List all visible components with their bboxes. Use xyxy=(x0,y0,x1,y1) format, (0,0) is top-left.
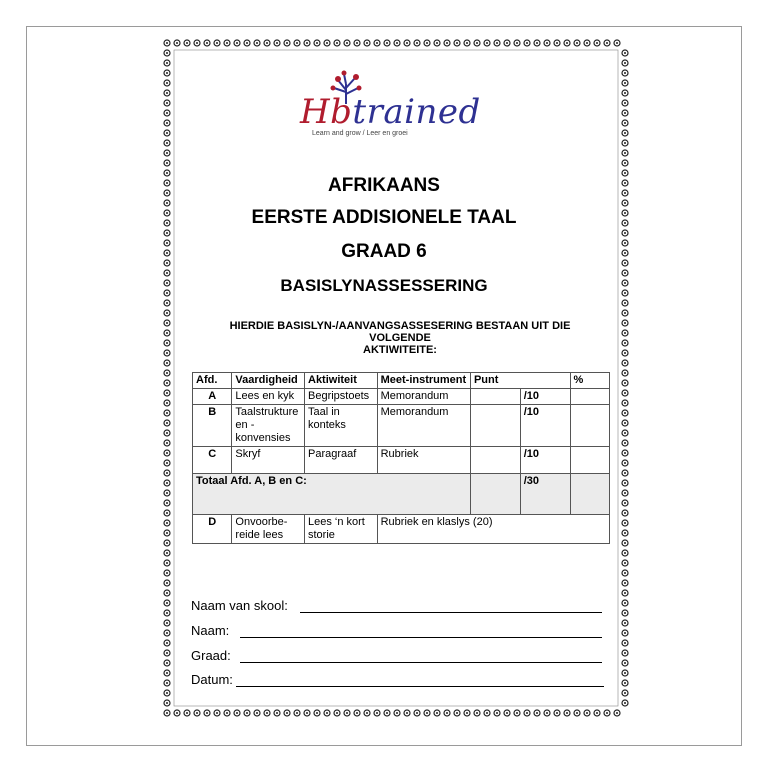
border-ornament xyxy=(484,710,490,716)
border-ornament xyxy=(622,330,628,336)
border-ornament xyxy=(622,460,628,466)
border-ornament xyxy=(164,90,170,96)
border-ornament xyxy=(494,40,500,46)
border-ornament xyxy=(614,40,620,46)
total-row xyxy=(193,474,610,515)
border-ornament xyxy=(164,670,170,676)
border-ornament xyxy=(164,490,170,496)
border-ornament xyxy=(174,710,180,716)
border-ornament xyxy=(622,190,628,196)
logo-tagline: Learn and grow / Leer en groei xyxy=(312,130,408,137)
border-ornament xyxy=(622,520,628,526)
border-ornament xyxy=(234,710,240,716)
border-ornament xyxy=(344,710,350,716)
border-ornament xyxy=(564,40,570,46)
border-ornament xyxy=(564,710,570,716)
border-ornament xyxy=(622,440,628,446)
border-ornament xyxy=(622,80,628,86)
border-ornament xyxy=(622,60,628,66)
border-ornament xyxy=(622,380,628,386)
border-ornament xyxy=(204,40,210,46)
border-ornament xyxy=(164,440,170,446)
border-ornament xyxy=(622,210,628,216)
border-ornament xyxy=(364,40,370,46)
border-ornament xyxy=(622,660,628,666)
border-ornament xyxy=(164,560,170,566)
border-ornament xyxy=(622,300,628,306)
border-ornament xyxy=(204,710,210,716)
border-ornament xyxy=(164,40,170,46)
border-ornament xyxy=(314,40,320,46)
border-ornament xyxy=(622,420,628,426)
border-ornament xyxy=(622,700,628,706)
border-ornament xyxy=(164,590,170,596)
border-ornament xyxy=(622,670,628,676)
border-ornament xyxy=(164,540,170,546)
border-ornament xyxy=(622,510,628,516)
name-label: Naam: xyxy=(191,623,230,638)
border-ornament xyxy=(374,710,380,716)
border-ornament xyxy=(622,120,628,126)
border-ornament xyxy=(622,400,628,406)
border-ornament xyxy=(622,350,628,356)
border-ornament xyxy=(164,580,170,586)
intro-line-1: HIERDIE BASISLYN-/AANVANGSASSESERING BESTAAN UIT DIE xyxy=(229,320,571,332)
border-ornament xyxy=(164,520,170,526)
cell-empty xyxy=(470,405,520,447)
border-ornament xyxy=(404,710,410,716)
border-ornament xyxy=(622,230,628,236)
border-ornament xyxy=(324,40,330,46)
border-ornament xyxy=(164,660,170,666)
border-ornament xyxy=(164,450,170,456)
school-input-line[interactable] xyxy=(300,612,602,613)
cell-meet: Memorandum xyxy=(377,405,470,447)
header-vaardigheid: Vaardigheid xyxy=(232,373,305,389)
border-ornament xyxy=(244,40,250,46)
border-ornament xyxy=(444,710,450,716)
border-ornament xyxy=(454,40,460,46)
border-ornament xyxy=(622,430,628,436)
border-ornament xyxy=(184,710,190,716)
border-ornament xyxy=(164,370,170,376)
cell-punt: /10 xyxy=(520,389,570,405)
border-ornament xyxy=(622,160,628,166)
border-ornament xyxy=(622,100,628,106)
border-ornament xyxy=(164,100,170,106)
border-ornament xyxy=(164,80,170,86)
border-ornament xyxy=(164,710,170,716)
border-ornament xyxy=(622,580,628,586)
border-ornament xyxy=(614,710,620,716)
border-ornament xyxy=(524,40,530,46)
border-ornament xyxy=(294,40,300,46)
border-ornament xyxy=(164,140,170,146)
border-ornament xyxy=(424,710,430,716)
cell-empty xyxy=(470,389,520,405)
border-ornament xyxy=(164,460,170,466)
border-ornament xyxy=(622,280,628,286)
cell-afd: C xyxy=(193,447,232,474)
table-row xyxy=(193,405,610,447)
border-ornament xyxy=(164,630,170,636)
border-ornament xyxy=(304,40,310,46)
border-ornament xyxy=(164,680,170,686)
border-ornament xyxy=(404,40,410,46)
border-ornament xyxy=(334,40,340,46)
border-ornament xyxy=(354,40,360,46)
cell-empty xyxy=(470,447,520,474)
border-ornament xyxy=(622,320,628,326)
border-ornament xyxy=(164,320,170,326)
grade-input-line[interactable] xyxy=(240,662,602,663)
border-ornament xyxy=(504,40,510,46)
border-ornament xyxy=(574,40,580,46)
border-ornament xyxy=(274,40,280,46)
border-ornament xyxy=(622,180,628,186)
border-ornament xyxy=(464,710,470,716)
border-ornament xyxy=(294,710,300,716)
border-ornament xyxy=(284,710,290,716)
header-percent: % xyxy=(570,373,609,389)
border-ornament xyxy=(604,40,610,46)
border-ornament xyxy=(254,40,260,46)
table-row xyxy=(193,389,610,405)
border-ornament xyxy=(164,110,170,116)
activities-table xyxy=(192,372,610,544)
border-ornament xyxy=(584,40,590,46)
border-ornament xyxy=(164,340,170,346)
border-ornament xyxy=(622,130,628,136)
border-ornament xyxy=(344,40,350,46)
cell-afd: D xyxy=(193,515,232,544)
border-ornament xyxy=(164,160,170,166)
border-ornament xyxy=(474,710,480,716)
border-ornament xyxy=(622,360,628,366)
border-ornament xyxy=(622,650,628,656)
border-ornament xyxy=(524,710,530,716)
border-ornament xyxy=(394,40,400,46)
grade-label: Graad: xyxy=(191,648,231,663)
border-ornament xyxy=(622,690,628,696)
cell-afd: A xyxy=(193,389,232,405)
border-ornament xyxy=(384,710,390,716)
border-ornament xyxy=(164,230,170,236)
border-ornament xyxy=(164,380,170,386)
border-ornament xyxy=(164,420,170,426)
border-ornament xyxy=(622,550,628,556)
border-ornament xyxy=(622,450,628,456)
name-input-line[interactable] xyxy=(240,637,602,638)
header-meet-instrument: Meet-instrument xyxy=(377,373,470,389)
table-row xyxy=(193,447,610,474)
border-ornament xyxy=(164,430,170,436)
border-ornament xyxy=(514,710,520,716)
cell-meet: Rubriek en klaslys (20) xyxy=(377,515,609,544)
border-ornament xyxy=(554,40,560,46)
border-ornament xyxy=(622,560,628,566)
border-ornament xyxy=(622,590,628,596)
border-ornament xyxy=(164,390,170,396)
border-ornament xyxy=(164,610,170,616)
border-ornament xyxy=(444,40,450,46)
cell-punt: /10 xyxy=(520,405,570,447)
cell-vaardigheid: Taalstrukture en - konvensies xyxy=(232,405,305,447)
border-ornament xyxy=(274,710,280,716)
border-ornament xyxy=(314,710,320,716)
border-ornament xyxy=(622,470,628,476)
border-ornament xyxy=(164,410,170,416)
border-ornament xyxy=(544,710,550,716)
border-ornament xyxy=(324,710,330,716)
border-ornament xyxy=(164,690,170,696)
border-ornament xyxy=(622,610,628,616)
border-ornament xyxy=(454,710,460,716)
border-ornament xyxy=(414,710,420,716)
border-ornament xyxy=(164,150,170,156)
border-ornament xyxy=(164,120,170,126)
border-ornament xyxy=(164,400,170,406)
border-ornament xyxy=(384,40,390,46)
cell-aktiwiteit: Begripstoets xyxy=(305,389,378,405)
border-ornament xyxy=(622,530,628,536)
border-ornament xyxy=(622,680,628,686)
border-ornament xyxy=(164,620,170,626)
border-ornament xyxy=(164,530,170,536)
cell-vaardigheid: Skryf xyxy=(232,447,305,474)
intro-text xyxy=(200,320,600,356)
assessment-title: BASISLYNASSESSERING xyxy=(280,276,488,295)
cell-empty xyxy=(470,474,520,515)
border-ornament xyxy=(194,40,200,46)
border-ornament xyxy=(622,480,628,486)
header-afd: Afd. xyxy=(193,373,232,389)
border-ornament xyxy=(224,710,230,716)
border-ornament xyxy=(574,710,580,716)
border-ornament xyxy=(622,500,628,506)
border-ornament xyxy=(622,620,628,626)
border-ornament xyxy=(584,710,590,716)
cell-percent xyxy=(570,447,609,474)
border-ornament xyxy=(622,570,628,576)
border-ornament xyxy=(434,710,440,716)
border-ornament xyxy=(504,710,510,716)
border-ornament xyxy=(622,70,628,76)
border-ornament xyxy=(194,710,200,716)
border-ornament xyxy=(164,470,170,476)
cell-aktiwiteit: Lees ‘n kort storie xyxy=(305,515,378,544)
total-punt: /30 xyxy=(520,474,570,515)
border-ornament xyxy=(214,40,220,46)
border-ornament xyxy=(164,550,170,556)
border-ornament xyxy=(622,110,628,116)
border-ornament xyxy=(434,40,440,46)
cell-aktiwiteit: Taal in konteks xyxy=(305,405,378,447)
border-ornament xyxy=(534,710,540,716)
border-ornament xyxy=(622,340,628,346)
border-ornament xyxy=(622,370,628,376)
school-label: Naam van skool: xyxy=(191,598,288,613)
border-ornament xyxy=(534,40,540,46)
cell-percent xyxy=(570,474,609,515)
border-ornament xyxy=(414,40,420,46)
border-ornament xyxy=(622,260,628,266)
border-ornament xyxy=(622,250,628,256)
border-ornament xyxy=(164,50,170,56)
border-ornament xyxy=(164,500,170,506)
border-ornament xyxy=(622,410,628,416)
border-ornament xyxy=(334,710,340,716)
border-ornament xyxy=(622,270,628,276)
border-ornament xyxy=(224,40,230,46)
border-ornament xyxy=(622,50,628,56)
border-ornament xyxy=(622,220,628,226)
cell-aktiwiteit: Paragraaf xyxy=(305,447,378,474)
border-ornament xyxy=(164,200,170,206)
border-ornament xyxy=(164,360,170,366)
table-row xyxy=(193,515,610,544)
border-ornament xyxy=(164,600,170,606)
cell-percent xyxy=(570,405,609,447)
cell-vaardigheid: Onvoorbe- reide lees xyxy=(232,515,305,544)
cell-meet: Rubriek xyxy=(377,447,470,474)
header-punt: Punt xyxy=(470,373,570,389)
border-ornament xyxy=(622,240,628,246)
cell-vaardigheid: Lees en kyk xyxy=(232,389,305,405)
border-ornament xyxy=(164,700,170,706)
border-ornament xyxy=(164,70,170,76)
border-ornament xyxy=(354,710,360,716)
border-ornament xyxy=(464,40,470,46)
border-ornament xyxy=(424,40,430,46)
border-ornament xyxy=(484,40,490,46)
border-ornament xyxy=(594,40,600,46)
border-ornament xyxy=(622,200,628,206)
border-ornament xyxy=(622,140,628,146)
total-label: Totaal Afd. A, B en C: xyxy=(193,474,471,515)
border-ornament xyxy=(164,130,170,136)
border-ornament xyxy=(604,710,610,716)
border-ornament xyxy=(164,330,170,336)
border-ornament xyxy=(394,710,400,716)
cell-percent xyxy=(570,389,609,405)
date-input-line[interactable] xyxy=(236,686,604,687)
border-ornament xyxy=(622,390,628,396)
border-ornament xyxy=(164,510,170,516)
border-ornament xyxy=(622,290,628,296)
border-ornament xyxy=(164,570,170,576)
border-ornament xyxy=(622,170,628,176)
border-ornament xyxy=(254,710,260,716)
border-ornament xyxy=(622,490,628,496)
border-ornament xyxy=(594,710,600,716)
border-ornament xyxy=(164,60,170,66)
border-ornament xyxy=(474,40,480,46)
border-ornament xyxy=(514,40,520,46)
cell-punt: /10 xyxy=(520,447,570,474)
border-ornament xyxy=(174,40,180,46)
border-ornament xyxy=(164,300,170,306)
border-ornament xyxy=(214,710,220,716)
border-ornament xyxy=(284,40,290,46)
border-ornament xyxy=(234,40,240,46)
border-ornament xyxy=(622,600,628,606)
border-ornament xyxy=(164,480,170,486)
border-ornament xyxy=(164,640,170,646)
border-ornament xyxy=(622,150,628,156)
table-header-row xyxy=(193,373,610,389)
intro-line-2: VOLGENDE xyxy=(369,332,431,344)
border-ornament xyxy=(622,630,628,636)
border-ornament xyxy=(554,710,560,716)
subject-title: AFRIKAANS xyxy=(328,175,440,196)
level-title: EERSTE ADDISIONELE TAAL xyxy=(251,207,517,228)
border-ornament xyxy=(364,710,370,716)
border-ornament xyxy=(622,640,628,646)
border-ornament xyxy=(184,40,190,46)
border-ornament xyxy=(622,90,628,96)
border-ornament xyxy=(164,310,170,316)
hbtrained-logo xyxy=(300,70,481,142)
border-ornament xyxy=(164,650,170,656)
border-ornament xyxy=(264,40,270,46)
intro-line-3: AKTIWITEITE: xyxy=(363,344,437,356)
cell-meet: Memorandum xyxy=(377,389,470,405)
border-ornament xyxy=(264,710,270,716)
border-ornament xyxy=(164,350,170,356)
border-ornament xyxy=(622,540,628,546)
border-ornament xyxy=(374,40,380,46)
border-ornament xyxy=(244,710,250,716)
header-aktiwiteit: Aktiwiteit xyxy=(305,373,378,389)
border-ornament xyxy=(304,710,310,716)
grade-title: GRAAD 6 xyxy=(341,241,427,262)
cell-afd: B xyxy=(193,405,232,447)
border-ornament xyxy=(494,710,500,716)
logo-wordmark: Hbtrained xyxy=(300,92,481,132)
date-label: Datum: xyxy=(191,672,233,687)
border-ornament xyxy=(622,310,628,316)
border-ornament xyxy=(544,40,550,46)
